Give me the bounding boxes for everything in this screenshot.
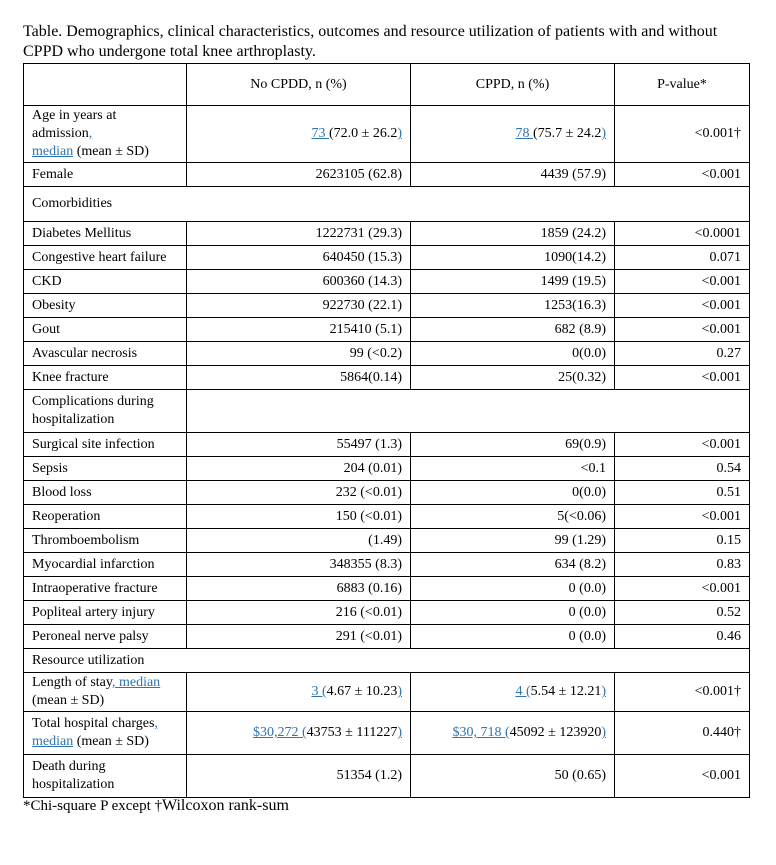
row-label: CKD <box>24 270 187 294</box>
table-row <box>24 342 750 366</box>
row-label: Reoperation <box>24 505 187 529</box>
table-row <box>24 366 750 390</box>
value-link[interactable]: 4 ( <box>515 684 531 699</box>
cell-no-cppd: 204 (0.01) <box>187 457 411 481</box>
row-label: Myocardial infarction <box>24 553 187 577</box>
table-row <box>24 433 750 457</box>
cell-cppd: 0(0.0) <box>411 342 615 366</box>
value-link[interactable]: 78 <box>515 126 533 141</box>
cell-cppd: 4439 (57.9) <box>411 163 615 187</box>
value-link[interactable]: $30,272 ( <box>253 725 307 740</box>
row-label: Sepsis <box>24 457 187 481</box>
row-label: Blood loss <box>24 481 187 505</box>
value-link[interactable]: $30, 718 ( <box>452 725 510 740</box>
cell-cppd: 0 (0.0) <box>411 577 615 601</box>
header-p-value: P-value* <box>615 64 750 106</box>
median-link[interactable]: median <box>32 734 74 749</box>
table-row <box>24 505 750 529</box>
section-heading: Comorbidities <box>24 187 750 222</box>
table-row <box>24 529 750 553</box>
cell-cppd: 1859 (24.2) <box>411 222 615 246</box>
cell-cppd: 50 (0.65) <box>411 755 615 798</box>
row-label: Length of stay, median (mean ± SD) <box>24 673 187 712</box>
table-caption: Table. Demographics, clinical characteristics, outcomes and resource utilization of patients with and without CPPD who undergone total knee arthroplasty. <box>23 23 718 60</box>
table-row <box>24 294 750 318</box>
table-row <box>24 457 750 481</box>
median-link[interactable]: median <box>32 144 74 159</box>
section-row-resource <box>24 649 750 673</box>
row-label: Female <box>24 163 187 187</box>
row-label: Intraoperative fracture <box>24 577 187 601</box>
row-label: Surgical site infection <box>24 433 187 457</box>
cell-p-value: 0.071 <box>615 246 750 270</box>
table-header-row <box>24 64 750 106</box>
cell-p-value: 0.54 <box>615 457 750 481</box>
cell-p-value: <0.001 <box>615 270 750 294</box>
median-link[interactable]: , <box>88 126 93 141</box>
cell-p-value: <0.0001 <box>615 222 750 246</box>
cell-no-cppd: 2623105 (62.8) <box>187 163 411 187</box>
cell-no-cppd: 73 (72.0 ± 26.2) <box>187 106 411 163</box>
cell-no-cppd: 291 (<0.01) <box>187 625 411 649</box>
cell-p-value: <0.001 <box>615 433 750 457</box>
cell-cppd: 1253(16.3) <box>411 294 615 318</box>
cell-p-value: <0.001 <box>615 366 750 390</box>
row-label: Total hospital charges, median (mean ± SD) <box>24 712 187 755</box>
cell-p-value: 0.51 <box>615 481 750 505</box>
section-heading: Complications during hospitalization <box>24 390 187 433</box>
table-row <box>24 553 750 577</box>
cell-cppd: 0 (0.0) <box>411 601 615 625</box>
cell-p-value: 0.83 <box>615 553 750 577</box>
row-label: Popliteal artery injury <box>24 601 187 625</box>
cell-no-cppd: 55497 (1.3) <box>187 433 411 457</box>
cell-no-cppd: 3 (4.67 ± 10.23) <box>187 673 411 712</box>
cell-no-cppd: 600360 (14.3) <box>187 270 411 294</box>
cell-cppd: 25(0.32) <box>411 366 615 390</box>
cell-cppd: 1090(14.2) <box>411 246 615 270</box>
cell-no-cppd: 51354 (1.2) <box>187 755 411 798</box>
cell-cppd: 0 (0.0) <box>411 625 615 649</box>
cell-no-cppd: 922730 (22.1) <box>187 294 411 318</box>
header-label <box>24 64 187 106</box>
table-row <box>24 625 750 649</box>
cell-p-value: 0.46 <box>615 625 750 649</box>
row-label: Knee fracture <box>24 366 187 390</box>
cell-cppd: 682 (8.9) <box>411 318 615 342</box>
row-label: Peroneal nerve palsy <box>24 625 187 649</box>
table-row <box>24 601 750 625</box>
cell-p-value: 0.15 <box>615 529 750 553</box>
cell-cppd: 5(<0.06) <box>411 505 615 529</box>
cell-p-value: <0.001 <box>615 505 750 529</box>
cell-no-cppd: 232 (<0.01) <box>187 481 411 505</box>
header-no-cppd: No CPDD, n (%) <box>187 64 411 106</box>
cell-p-value: <0.001 <box>615 755 750 798</box>
cell-p-value: <0.001 <box>615 318 750 342</box>
table-row-age <box>24 106 750 163</box>
table-row <box>24 481 750 505</box>
table-row-total-charges <box>24 712 750 755</box>
row-label: Thromboembolism <box>24 529 187 553</box>
section-row-complications <box>24 390 750 433</box>
section-row-comorbidities <box>24 187 750 222</box>
row-label: Obesity <box>24 294 187 318</box>
table-row <box>24 222 750 246</box>
row-label: Death during hospitalization <box>24 755 187 798</box>
table-row-death <box>24 755 750 798</box>
cell-p-value: <0.001 <box>615 163 750 187</box>
cell-no-cppd: 1222731 (29.3) <box>187 222 411 246</box>
table-row <box>24 270 750 294</box>
table-row-length-of-stay <box>24 673 750 712</box>
cell-no-cppd: (1.49) <box>187 529 411 553</box>
header-cppd: CPPD, n (%) <box>411 64 615 106</box>
row-label: Gout <box>24 318 187 342</box>
cell-cppd: 78 (75.7 ± 24.2) <box>411 106 615 163</box>
cell-p-value: 0.440† <box>615 712 750 755</box>
cell-no-cppd: 216 (<0.01) <box>187 601 411 625</box>
median-link[interactable]: , median <box>111 675 161 690</box>
cell-p-value: <0.001 <box>615 577 750 601</box>
row-label: Congestive heart failure <box>24 246 187 270</box>
cell-cppd: $30, 718 (45092 ± 123920) <box>411 712 615 755</box>
table-row <box>24 318 750 342</box>
cell-cppd: 4 (5.54 ± 12.21) <box>411 673 615 712</box>
cell-no-cppd: $30,272 (43753 ± 111227) <box>187 712 411 755</box>
row-label: Avascular necrosis <box>24 342 187 366</box>
row-label: Age in years at admission, median (mean ± SD) <box>24 106 187 163</box>
value-link[interactable]: 73 <box>311 126 329 141</box>
cell-cppd: 0(0.0) <box>411 481 615 505</box>
cell-p-value: <0.001† <box>615 106 750 163</box>
section-heading: Resource utilization <box>24 649 750 673</box>
cell-no-cppd: 99 (<0.2) <box>187 342 411 366</box>
cell-p-value: <0.001 <box>615 294 750 318</box>
cell-no-cppd: 348355 (8.3) <box>187 553 411 577</box>
table-row <box>24 577 750 601</box>
table-footnote: *Chi-square P except †Wilcoxon rank-sum <box>23 797 289 814</box>
cell-no-cppd: 640450 (15.3) <box>187 246 411 270</box>
cell-cppd: <0.1 <box>411 457 615 481</box>
cell-no-cppd: 5864(0.14) <box>187 366 411 390</box>
cell-no-cppd: 215410 (5.1) <box>187 318 411 342</box>
table-row-female <box>24 163 750 187</box>
cell-cppd: 634 (8.2) <box>411 553 615 577</box>
cell-cppd: 1499 (19.5) <box>411 270 615 294</box>
median-link[interactable]: , <box>154 716 158 731</box>
cell-no-cppd: 6883 (0.16) <box>187 577 411 601</box>
cell-p-value: 0.52 <box>615 601 750 625</box>
cell-cppd: 69(0.9) <box>411 433 615 457</box>
row-label: Diabetes Mellitus <box>24 222 187 246</box>
cell-p-value: <0.001† <box>615 673 750 712</box>
cell-no-cppd: 150 (<0.01) <box>187 505 411 529</box>
cell-p-value: 0.27 <box>615 342 750 366</box>
table-row <box>24 246 750 270</box>
demographics-table <box>23 63 750 798</box>
cell-cppd: 99 (1.29) <box>411 529 615 553</box>
value-link[interactable]: 3 ( <box>311 684 327 699</box>
